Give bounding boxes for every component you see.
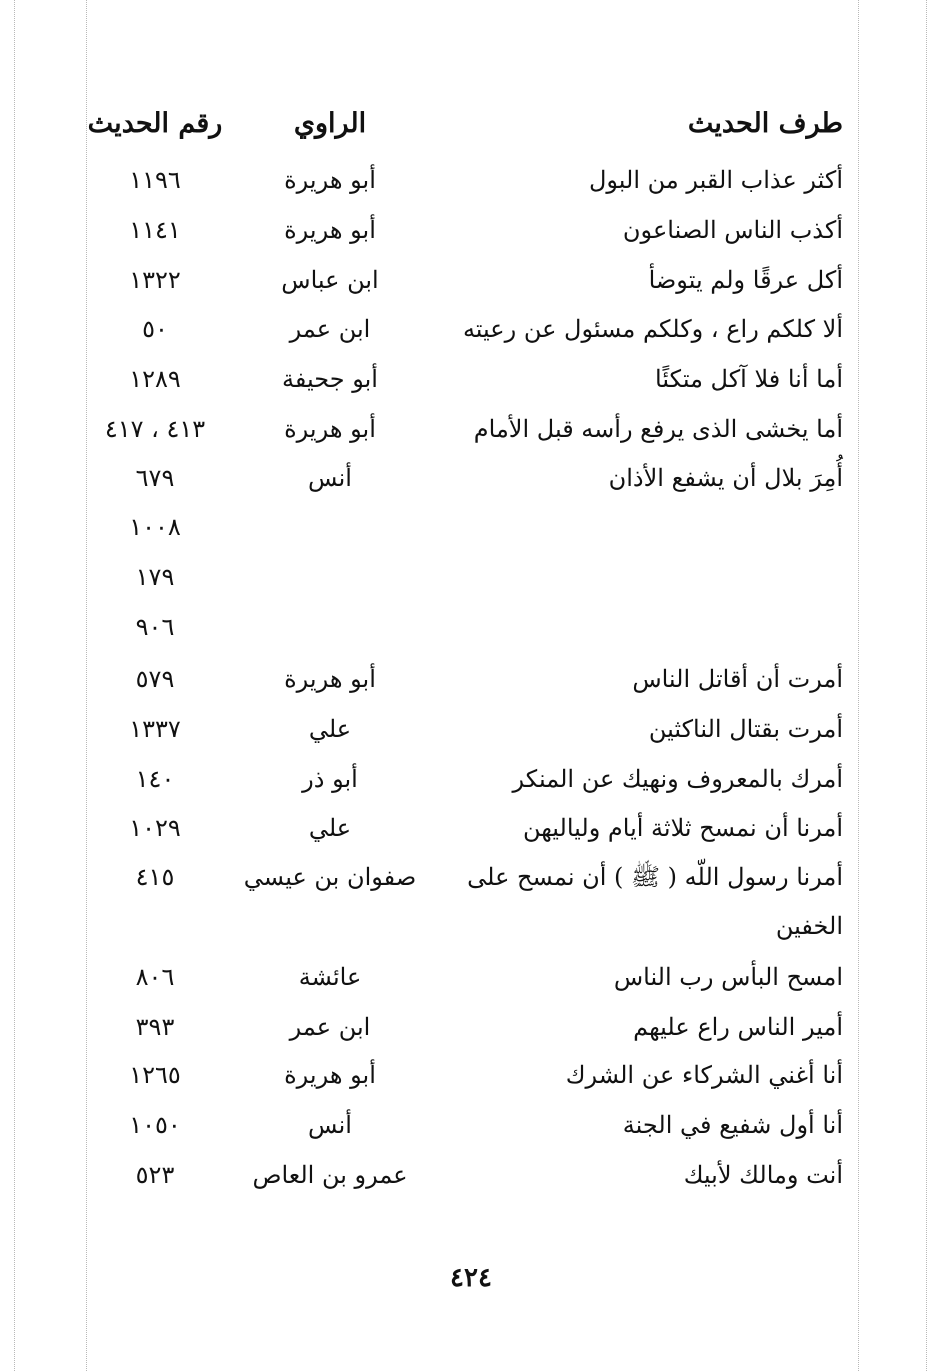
row-narrator: علي [308, 814, 352, 842]
row-hadith-text: أكذب الناس الصناعون [622, 216, 843, 244]
row-hadith-text: ألا كلكم راع ، وكلكم مسئول عن رعيته [462, 315, 843, 343]
header-number: رقم الحديث [87, 108, 223, 139]
row-narrator: علي [308, 715, 352, 743]
row-hadith-number: ١٣٢٢ [129, 266, 181, 294]
row-hadith-text: أما أنا فلا آكل متكئًا [655, 365, 843, 393]
row-narrator: أنس [308, 1111, 352, 1139]
row-narrator: عائشة [298, 963, 362, 991]
row-hadith-text: أمرنا رسول اللّه ( ﷺ ) أن نمسح على [467, 863, 843, 891]
scan-margin-line [926, 0, 927, 1371]
scan-margin-line [858, 0, 859, 1371]
row-narrator: ابن عمر [289, 1013, 371, 1041]
row-hadith-text: أمير الناس راع عليهم [633, 1013, 843, 1041]
row-hadith-number: ١٢٦٥ [129, 1061, 181, 1089]
row-hadith-text: أُمِرَ بلال أن يشفع الأذان [608, 464, 843, 492]
row-hadith-number: ٨٠٦ [135, 963, 175, 991]
row-hadith-text: أنا أول شفيع في الجنة [622, 1111, 843, 1139]
row-hadith-number: ٥٠ [142, 315, 168, 343]
row-hadith-text: أمرت أن أقاتل الناس [632, 665, 843, 693]
row-hadith-text: أكثر عذاب القبر من البول [588, 166, 843, 194]
row-hadith-number: ٤١٣ ، ٤١٧ [104, 415, 206, 443]
row-narrator: أبو هريرة [284, 166, 376, 194]
scan-margin-line [14, 0, 15, 1371]
row-narrator: أبو جحيفة [282, 365, 378, 393]
row-hadith-number: ٩٠٦ [135, 613, 175, 641]
row-hadith-number: ١٠٥٠ [129, 1111, 181, 1139]
row-hadith-number: ١١٤١ [129, 216, 181, 244]
row-narrator: عمرو بن العاص [252, 1161, 408, 1189]
row-hadith-text: أمرنا أن نمسح ثلاثة أيام ولياليهن [522, 814, 843, 842]
row-hadith-number: ١٠٠٨ [129, 513, 181, 541]
row-hadith-text: أما يخشى الذى يرفع رأسه قبل الأمام [473, 415, 843, 443]
row-hadith-text: أمرت بقتال الناكثين [648, 715, 843, 743]
row-narrator: أنس [308, 464, 352, 492]
row-hadith-text: أنا أغني الشركاء عن الشرك [565, 1061, 843, 1089]
row-hadith-number: ١٠٢٩ [129, 814, 181, 842]
row-narrator: أبو هريرة [284, 665, 376, 693]
row-narrator: ابن عباس [281, 266, 379, 294]
row-hadith-text: امسح البأس رب الناس [613, 963, 843, 991]
row-hadith-text: أمرك بالمعروف ونهيك عن المنكر [512, 765, 843, 793]
row-narrator: أبو هريرة [284, 216, 376, 244]
scan-margin-line [86, 0, 87, 1371]
row-hadith-text: أكل عرقًا ولم يتوضأ [648, 266, 843, 294]
row-hadith-number: ١٢٨٩ [129, 365, 181, 393]
row-hadith-number: ٥٧٩ [135, 665, 175, 693]
header-hadith: طرف الحديث [687, 108, 843, 139]
row-hadith-text: الخفين [775, 912, 843, 940]
header-narrator: الراوي [293, 108, 367, 139]
row-narrator: أبو ذر [302, 765, 358, 793]
row-hadith-number: ١٣٣٧ [129, 715, 181, 743]
row-narrator: ابن عمر [289, 315, 371, 343]
row-hadith-text: أنت ومالك لأبيك [683, 1161, 843, 1189]
row-hadith-number: ٤١٥ [135, 863, 175, 891]
row-narrator: أبو هريرة [284, 1061, 376, 1089]
row-narrator: أبو هريرة [284, 415, 376, 443]
row-hadith-number: ١٤٠ [135, 765, 175, 793]
row-hadith-number: ١١٩٦ [129, 166, 181, 194]
row-hadith-number: ٦٧٩ [135, 464, 175, 492]
row-hadith-number: ١٧٩ [135, 563, 175, 591]
row-narrator: صفوان بن عيسي [243, 863, 417, 891]
row-hadith-number: ٥٢٣ [135, 1161, 175, 1189]
row-hadith-number: ٣٩٣ [135, 1013, 175, 1041]
page-number: ٤٢٤ [450, 1263, 492, 1293]
